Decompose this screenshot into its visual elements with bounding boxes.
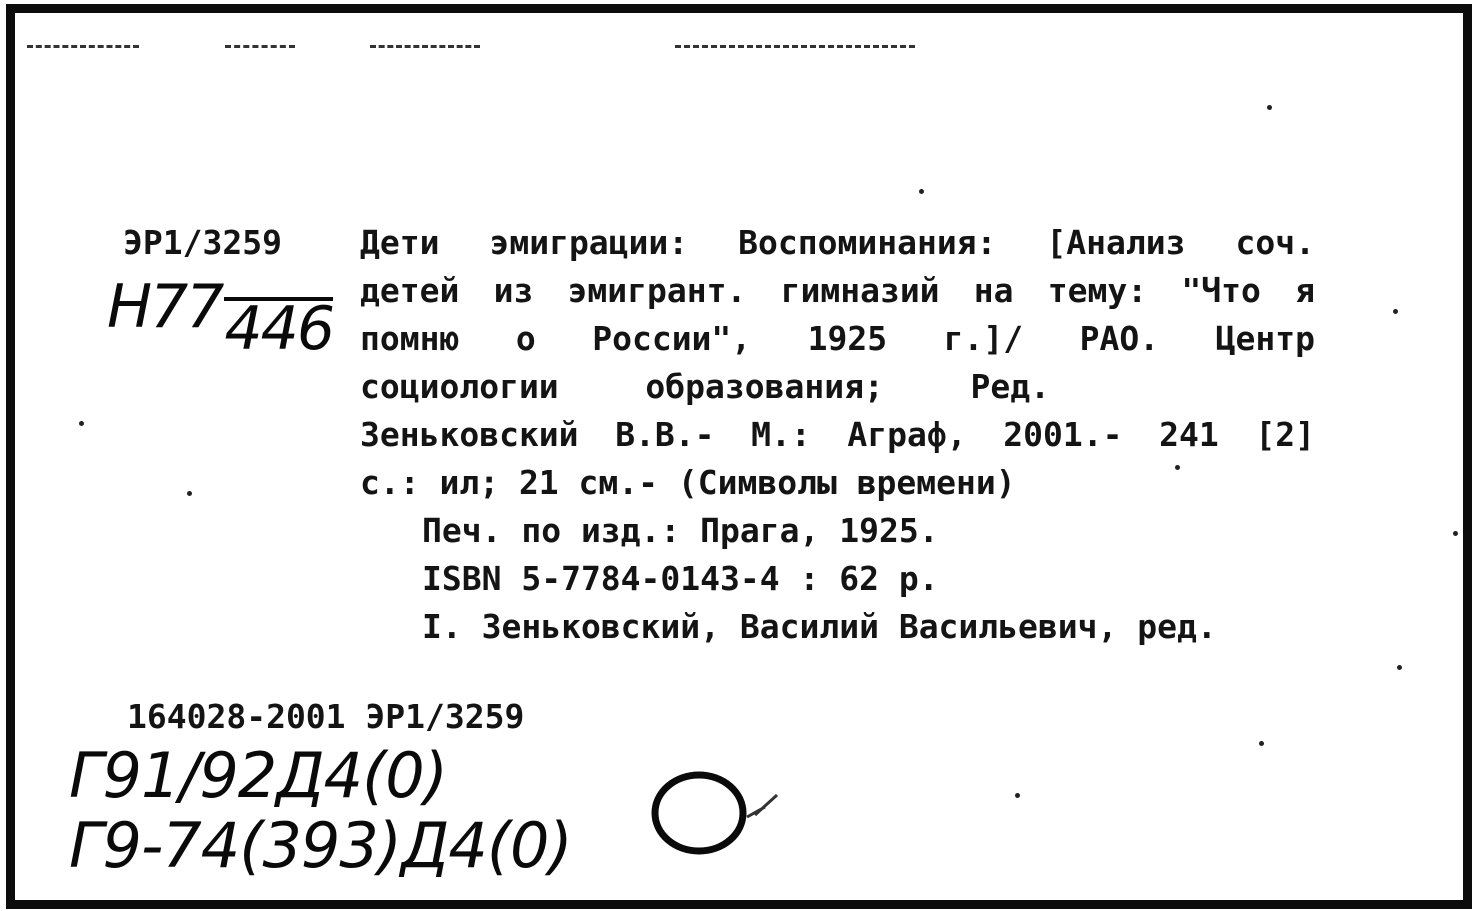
shelf-mark-number: 446 — [224, 294, 333, 364]
dust-speck — [1267, 105, 1272, 110]
dust-speck — [1397, 665, 1402, 670]
description-line-6: с.: ил; 21 см.- (Символы времени) — [360, 463, 1016, 502]
dashed-rule — [675, 45, 915, 48]
dashed-rule — [27, 45, 139, 48]
description-line-5: Зеньковский В.В.- М.: Аграф, 2001.- 241 [2] — [360, 415, 1315, 454]
dust-speck — [1015, 793, 1020, 798]
dust-speck — [919, 189, 924, 194]
handwritten-classification-1: Г91/92Д4(0) — [69, 739, 447, 812]
description-line-3: помню о России", 1925 г.]/ РАО. Центр — [360, 319, 1315, 358]
catalog-card — [6, 4, 1472, 909]
accession-footer: 164028-2001 ЭР1/3259 — [127, 697, 525, 736]
shelf-mark-author-code: Н77 — [107, 272, 223, 342]
handwritten-classification-2: Г9-74(393)Д4(0) — [69, 809, 572, 882]
call-number: ЭР1/3259 — [123, 223, 282, 262]
description-line-4: социологии образования; Ред. — [360, 367, 1050, 406]
dust-speck — [1453, 531, 1458, 536]
isbn-line: ISBN 5-7784-0143-4 : 62 р. — [422, 559, 939, 598]
description-line-2: детей из эмигрант. гимназий на тему: "Что я — [360, 271, 1315, 310]
print-note: Печ. по изд.: Прага, 1925. — [422, 511, 939, 550]
description-line-1: Дети эмиграции: Воспоминания: [Анализ соч. — [360, 223, 1315, 262]
handwritten-shelf-mark — [107, 272, 333, 364]
hole-punch-ring — [647, 765, 797, 865]
added-entry: I. Зеньковский, Василий Васильевич, ред. — [422, 607, 1217, 646]
dust-speck — [1393, 309, 1398, 314]
bibliographic-description — [360, 219, 1315, 651]
dust-speck — [79, 421, 84, 426]
dust-speck — [1259, 741, 1264, 746]
dust-speck — [187, 491, 192, 496]
dashed-rule — [225, 45, 295, 48]
dashed-rule — [370, 45, 480, 48]
